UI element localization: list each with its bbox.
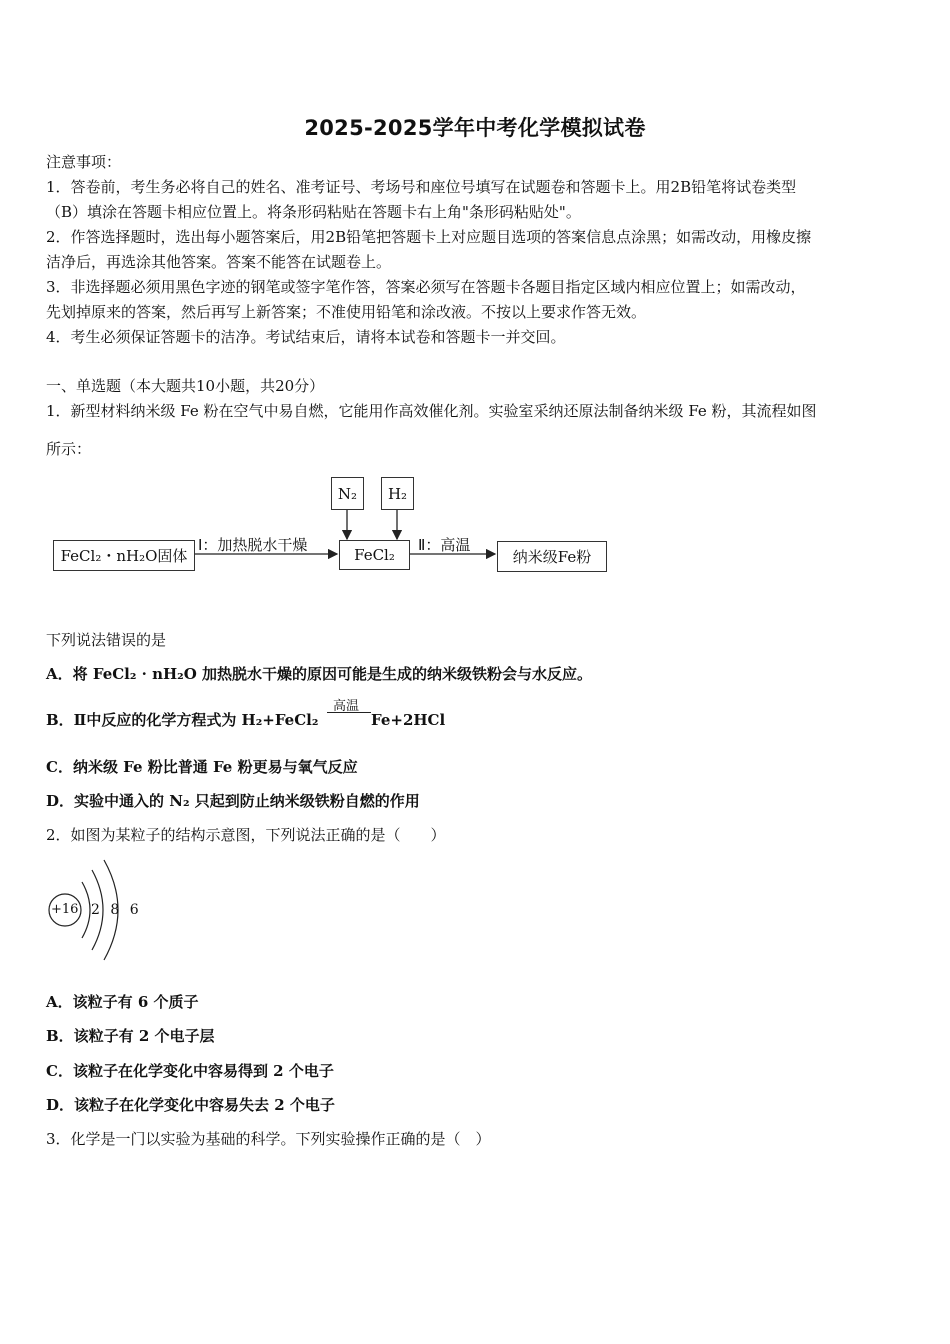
nucleus-charge: +16 xyxy=(51,902,79,917)
q1-option-c: C．纳米级 Fe 粉比普通 Fe 粉更易与氧气反应 xyxy=(46,758,358,776)
shell-electrons: 2 8 6 xyxy=(91,902,142,918)
q1-option-d: D．实验中通入的 N₂ 只起到防止纳米级铁粉自燃的作用 xyxy=(46,792,420,810)
q1-prompt: 下列说法错误的是 xyxy=(46,631,167,649)
flow-label-step1: Ⅰ：加热脱水干燥 xyxy=(198,536,308,554)
notice-line-2: （B）填涂在答题卡相应位置上。将条形码粘贴在答题卡右上角"条形码粘贴处"。 xyxy=(46,203,581,221)
q1-stem-line2: 所示： xyxy=(46,440,92,458)
q1-option-a: A．将 FeCl₂ · nH₂O 加热脱水干燥的原因可能是生成的纳米级铁粉会与水反应。 xyxy=(46,665,593,683)
q2-atom-diagram xyxy=(40,852,150,972)
notice-heading: 注意事项： xyxy=(46,153,122,171)
notice-line-6: 先划掉原来的答案，然后再写上新答案；不准使用铅笔和涂改液。不按以上要求作答无效。 xyxy=(46,303,647,321)
section-heading: 一、单选题（本大题共10小题，共20分） xyxy=(46,377,325,395)
flow-arrows xyxy=(0,0,950,620)
q2-option-c: C．该粒子在化学变化中容易得到 2 个电子 xyxy=(46,1062,334,1080)
flow-box-nano-fe: 纳米级Fe粉 xyxy=(497,541,607,572)
q2-option-a: A．该粒子有 6 个质子 xyxy=(46,993,199,1011)
flow-label-step2: Ⅱ：高温 xyxy=(418,536,471,554)
q2-option-d: D．该粒子在化学变化中容易失去 2 个电子 xyxy=(46,1096,335,1114)
q2-stem: 2．如图为某粒子的结构示意图，下列说法正确的是（ ） xyxy=(46,826,446,844)
notice-line-3: 2．作答选择题时，选出每小题答案后，用2B铅笔把答题卡上对应题目选项的答案信息点涂黑；如需改动，用橡皮擦 xyxy=(46,228,812,246)
q1-option-b-condition: 高温 xyxy=(333,699,360,714)
q2-option-b: B．该粒子有 2 个电子层 xyxy=(46,1027,215,1045)
flow-box-h2: H₂ xyxy=(381,477,414,510)
q1-option-b xyxy=(46,695,546,735)
notice-line-5: 3．非选择题必须用黑色字迹的钢笔或签字笔作答，答案必须写在答题卡各题目指定区域内相应位置上；如需改动， xyxy=(46,278,806,296)
q1-stem-line1: 1．新型材料纳米级 Fe 粉在空气中易自燃，它能用作高效催化剂。实验室采纳还原法制备纳米级 Fe 粉，其流程如图 xyxy=(46,402,817,420)
flow-box-n2: N₂ xyxy=(331,477,364,510)
page-title: 2025-2025学年中考化学模拟试卷 xyxy=(304,116,646,140)
q1-option-b-rhs: Fe+2HCl xyxy=(371,711,446,729)
flow-box-fecl2: FeCl₂ xyxy=(339,540,410,570)
flow-box-fecl2-hydrate: FeCl₂・nH₂O固体 xyxy=(53,540,195,571)
q1-flow-diagram xyxy=(0,0,950,620)
shell-1-arc xyxy=(82,882,90,938)
notice-line-4: 洁净后，再选涂其他答案。答案不能答在试题卷上。 xyxy=(46,253,392,271)
q1-option-b-reaction-bar xyxy=(327,712,371,713)
q1-option-b-lhs: B．Ⅱ中反应的化学方程式为 H₂+FeCl₂ xyxy=(46,711,319,729)
notice-line-1: 1．答卷前，考生务必将自己的姓名、准考证号、考场号和座位号填写在试题卷和答题卡上。用2B铅笔将试卷类型 xyxy=(46,178,797,196)
q3-stem: 3．化学是一门以实验为基础的科学。下列实验操作正确的是（ ） xyxy=(46,1130,491,1148)
notice-line-7: 4．考生必须保证答题卡的洁净。考试结束后，请将本试卷和答题卡一并交回。 xyxy=(46,328,566,346)
